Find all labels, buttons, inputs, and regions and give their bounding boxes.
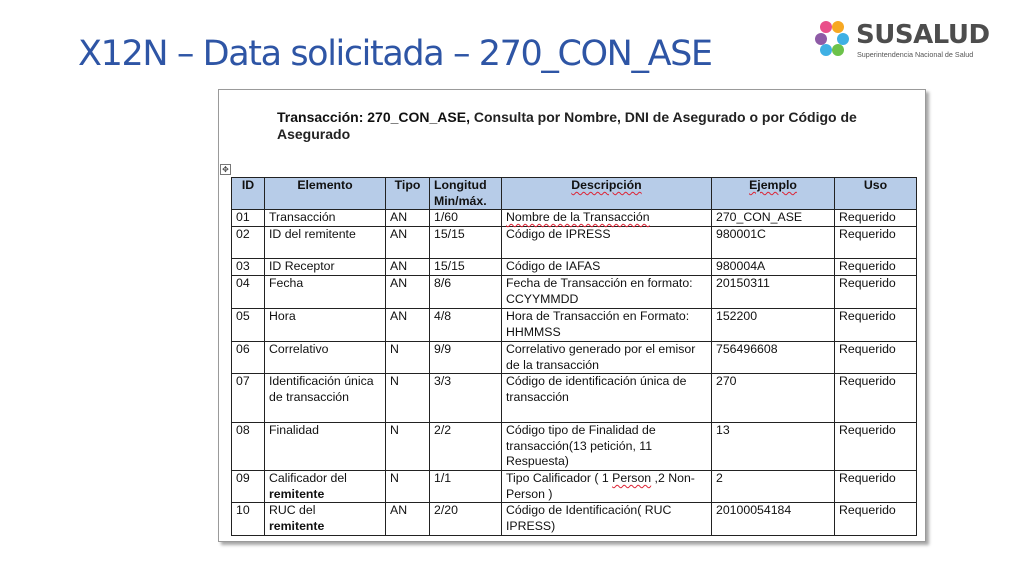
- header-elemento: Elemento: [265, 178, 386, 210]
- cell-id: 09: [232, 471, 265, 503]
- table-row: [232, 276, 917, 309]
- header-ejemplo-text: Ejemplo: [749, 178, 797, 192]
- susalud-flower-icon: [812, 18, 852, 58]
- cell-longitud: 2/2: [430, 423, 502, 471]
- cell-ejemplo: 152200: [712, 309, 835, 342]
- cell-descripcion: Fecha de Transacción en formato: CCYYMMDD: [502, 276, 712, 309]
- header-descripcion-text: Descripción: [571, 178, 642, 192]
- header-tipo: Tipo: [386, 178, 430, 210]
- table-row: [232, 342, 917, 374]
- cell-id: 04: [232, 276, 265, 309]
- cell-id: 05: [232, 309, 265, 342]
- cell-longitud: 9/9: [430, 342, 502, 374]
- table-row: [232, 259, 917, 276]
- cell-uso: Requerido: [835, 276, 917, 309]
- table-row: [232, 227, 917, 259]
- cell-uso: Requerido: [835, 227, 917, 259]
- cell-longitud: 2/20: [430, 503, 502, 536]
- document-heading-code: Transacción: 270_CON_ASE,: [277, 109, 470, 125]
- header-ejemplo: [712, 178, 835, 210]
- cell-id: 06: [232, 342, 265, 374]
- cell-longitud: 8/6: [430, 276, 502, 309]
- cell-uso: Requerido: [835, 503, 917, 536]
- cell-tipo: AN: [386, 309, 430, 342]
- move-handle-icon: ✥: [220, 164, 231, 175]
- cell-descripcion: Código de IPRESS: [502, 227, 712, 259]
- cell-descripcion-part3: ,2 Non-Person ): [506, 471, 695, 501]
- cell-id: 03: [232, 259, 265, 276]
- cell-elemento-line2: remitente: [269, 518, 325, 533]
- cell-elemento: [265, 503, 386, 536]
- cell-longitud: 15/15: [430, 259, 502, 276]
- cell-tipo: N: [386, 423, 430, 471]
- cell-elemento: Finalidad: [265, 423, 386, 471]
- cell-descripcion-text: Nombre de la Transacción: [506, 210, 650, 224]
- header-longitud: Longitud Min/máx.: [430, 178, 502, 210]
- cell-elemento: [265, 471, 386, 503]
- table-row: [232, 309, 917, 342]
- cell-elemento: Transacción: [265, 210, 386, 227]
- table-row: [232, 503, 917, 536]
- cell-ejemplo: 13: [712, 423, 835, 471]
- table-row: [232, 374, 917, 423]
- cell-longitud: 3/3: [430, 374, 502, 423]
- cell-descripcion: Código de Identificación( RUC IPRESS): [502, 503, 712, 536]
- cell-ejemplo: 2: [712, 471, 835, 503]
- cell-ejemplo: 20150311: [712, 276, 835, 309]
- cell-elemento: Hora: [265, 309, 386, 342]
- cell-ejemplo: 270: [712, 374, 835, 423]
- header-id: ID: [232, 178, 265, 210]
- cell-id: 02: [232, 227, 265, 259]
- cell-uso: Requerido: [835, 259, 917, 276]
- header-uso: Uso: [835, 178, 917, 210]
- cell-elemento: ID Receptor: [265, 259, 386, 276]
- cell-ejemplo: 20100054184: [712, 503, 835, 536]
- data-table: [231, 177, 917, 536]
- cell-descripcion: [502, 210, 712, 227]
- cell-id: 08: [232, 423, 265, 471]
- cell-tipo: AN: [386, 210, 430, 227]
- cell-longitud: 15/15: [430, 227, 502, 259]
- cell-elemento-line2: remitente: [269, 486, 325, 501]
- cell-id: 07: [232, 374, 265, 423]
- cell-id: 10: [232, 503, 265, 536]
- cell-elemento: Correlativo: [265, 342, 386, 374]
- logo-name: SUSALUD: [856, 20, 990, 50]
- cell-elemento-line1: Calificador del: [269, 471, 347, 485]
- cell-uso: Requerido: [835, 423, 917, 471]
- cell-ejemplo: 980001C: [712, 227, 835, 259]
- cell-uso: Requerido: [835, 210, 917, 227]
- cell-elemento: Fecha: [265, 276, 386, 309]
- cell-longitud: 4/8: [430, 309, 502, 342]
- cell-uso: Requerido: [835, 309, 917, 342]
- cell-elemento: Identificación única de transacción: [265, 374, 386, 423]
- slide-title: X12N – Data solicitada – 270_CON_ASE: [78, 34, 712, 74]
- table-header-row: [232, 178, 917, 210]
- cell-descripcion-part2: Person: [612, 471, 652, 485]
- cell-tipo: AN: [386, 276, 430, 309]
- cell-uso: Requerido: [835, 342, 917, 374]
- cell-descripcion: [502, 471, 712, 503]
- header-descripcion: [502, 178, 712, 210]
- cell-ejemplo: 756496608: [712, 342, 835, 374]
- document-heading-rest: Consulta por Nombre, DNI de Asegurado o por Código de Asegurado: [277, 109, 857, 142]
- cell-longitud: 1/60: [430, 210, 502, 227]
- cell-id: 01: [232, 210, 265, 227]
- cell-descripcion-part1: Tipo Calificador ( 1: [506, 471, 613, 485]
- cell-descripcion: Hora de Transacción en Formato: HHMMSS: [502, 309, 712, 342]
- cell-tipo: N: [386, 471, 430, 503]
- table-row: [232, 423, 917, 471]
- cell-descripcion: Código de IAFAS: [502, 259, 712, 276]
- cell-ejemplo: 270_CON_ASE: [712, 210, 835, 227]
- table-row: [232, 471, 917, 503]
- cell-tipo: N: [386, 374, 430, 423]
- susalud-logo: [812, 18, 1002, 62]
- cell-longitud: 1/1: [430, 471, 502, 503]
- cell-tipo: AN: [386, 227, 430, 259]
- cell-elemento-line1: RUC del: [269, 503, 316, 517]
- cell-uso: Requerido: [835, 374, 917, 423]
- cell-uso: Requerido: [835, 471, 917, 503]
- table-row: [232, 210, 917, 227]
- cell-descripcion: Código de identificación única de transacción: [502, 374, 712, 423]
- cell-tipo: AN: [386, 259, 430, 276]
- cell-ejemplo: 980004A: [712, 259, 835, 276]
- document-image: [218, 89, 926, 542]
- document-heading: [277, 109, 877, 143]
- cell-elemento: ID del remitente: [265, 227, 386, 259]
- cell-descripcion: Correlativo generado por el emisor de la transacción: [502, 342, 712, 374]
- logo-tagline: Superintendencia Nacional de Salud: [857, 50, 974, 59]
- cell-tipo: N: [386, 342, 430, 374]
- cell-tipo: AN: [386, 503, 430, 536]
- cell-descripcion: Código tipo de Finalidad de transacción(13 petición, 11 Respuesta): [502, 423, 712, 471]
